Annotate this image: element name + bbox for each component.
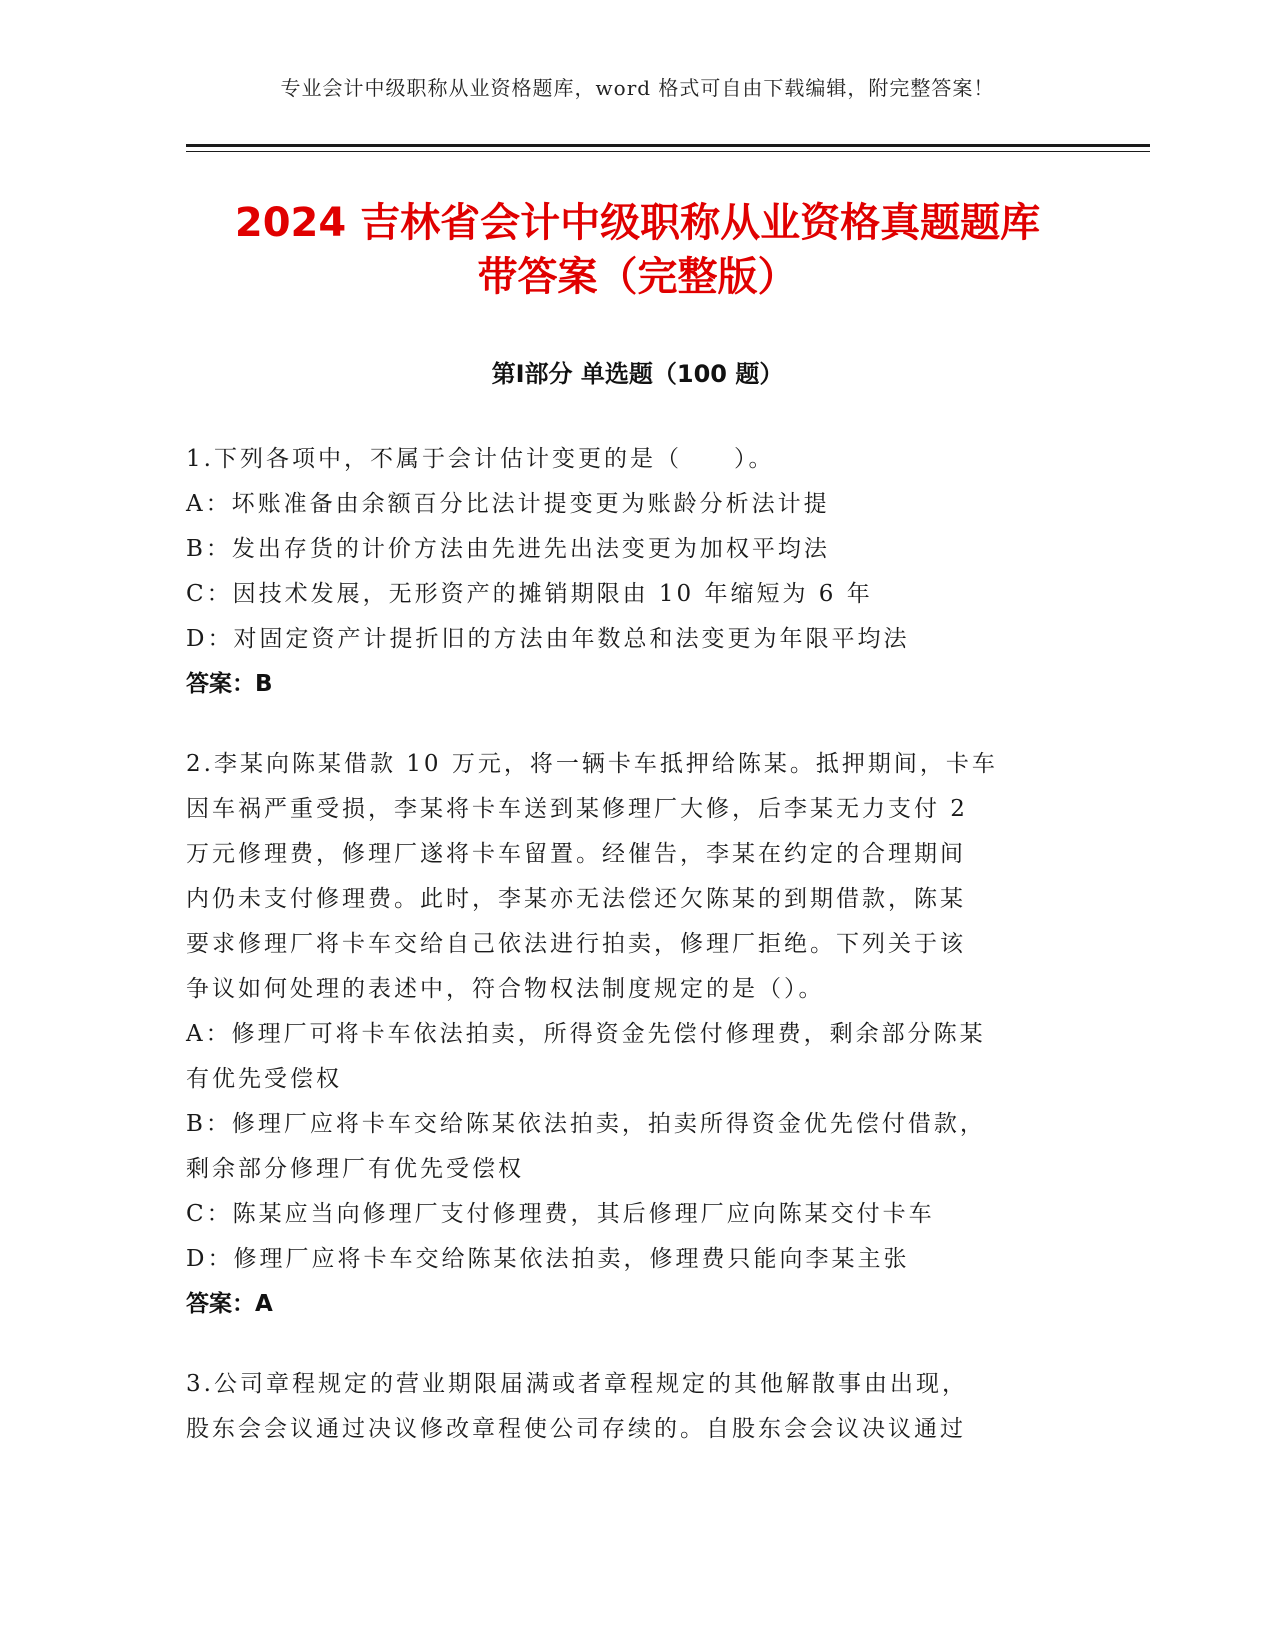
question-3 (186, 1362, 1066, 1452)
option-b: B：发出存货的计价方法由先进先出法变更为加权平均法 (186, 536, 830, 562)
document-title (150, 196, 1125, 304)
option-d: D：对固定资产计提折旧的方法由年数总和法变更为年限平均法 (186, 626, 910, 652)
header-note: 专业会计中级职称从业资格题库，word 格式可自由下载编辑，附完整答案！ (280, 76, 995, 100)
option-b-continuation: 剩余部分修理厂有优先受偿权 (186, 1156, 524, 1182)
option-a-continuation: 有优先受偿权 (186, 1066, 342, 1092)
section-title: 第Ⅰ部分 单选题（100 题） (491, 360, 784, 388)
question-stem-line: 2.李某向陈某借款 10 万元，将一辆卡车抵押给陈某。抵押期间，卡车 (186, 751, 998, 777)
option-d: D：修理厂应将卡车交给陈某依法拍卖，修理费只能向李某主张 (186, 1246, 910, 1272)
header-rule-thin (186, 151, 1150, 152)
question-1 (186, 437, 1066, 707)
option-b: B：修理厂应将卡车交给陈某依法拍卖，拍卖所得资金优先偿付借款， (186, 1111, 986, 1137)
question-stem-line: 3.公司章程规定的营业期限届满或者章程规定的其他解散事由出现， (186, 1371, 968, 1397)
question-stem-line: 因车祸严重受损，李某将卡车送到某修理厂大修，后李某无力支付 2 (186, 796, 968, 822)
question-2 (186, 742, 1066, 1327)
question-stem-line: 要求修理厂将卡车交给自己依法进行拍卖，修理厂拒绝。下列关于该 (186, 931, 966, 957)
option-c: C：陈某应当向修理厂支付修理费，其后修理厂应向陈某交付卡车 (186, 1201, 935, 1227)
question-stem-line: 万元修理费，修理厂遂将卡车留置。经催告，李某在约定的合理期间 (186, 841, 966, 867)
title-line-1: 2024 吉林省会计中级职称从业资格真题题库 (234, 200, 1041, 246)
option-a: A：修理厂可将卡车依法拍卖，所得资金先偿付修理费，剩余部分陈某 (186, 1021, 986, 1047)
question-stem-line: 股东会会议通过决议修改章程使公司存续的。自股东会会议决议通过 (186, 1416, 966, 1442)
question-list (186, 437, 1066, 1487)
option-c: C：因技术发展，无形资产的摊销期限由 10 年缩短为 6 年 (186, 581, 873, 607)
question-stem-line: 争议如何处理的表述中，符合物权法制度规定的是（）。 (186, 976, 825, 1002)
option-a: A：坏账准备由余额百分比法计提变更为账龄分析法计提 (186, 491, 830, 517)
question-stem-line: 1.下列各项中，不属于会计估计变更的是（ ）。 (186, 446, 775, 472)
answer: 答案：A (186, 1291, 273, 1317)
answer: 答案：B (186, 671, 273, 697)
title-line-2: 带答案（完整版） (477, 254, 798, 300)
header-rule-thick (186, 144, 1150, 147)
question-stem-line: 内仍未支付修理费。此时，李某亦无法偿还欠陈某的到期借款，陈某 (186, 886, 966, 912)
